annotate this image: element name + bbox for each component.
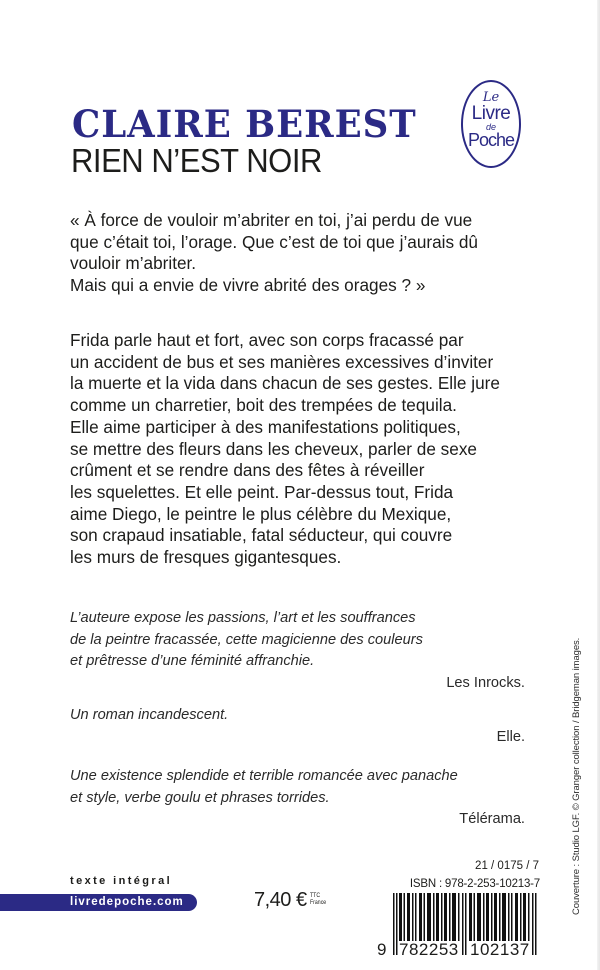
review-quote-line: et style, verbe goulu et phrases torrides. — [70, 789, 330, 806]
barcode-left-digits: 782253 — [399, 940, 459, 959]
logo-de: de — [485, 122, 496, 132]
review-quote-line: L’auteure expose les passions, l’art et les souffrances — [70, 610, 416, 626]
synopsis-line: aime Diego, le peintre le plus célèbre du Mexique, — [70, 503, 452, 524]
barcode-first-digit: 9 — [377, 940, 387, 959]
epigraph-line: que c’était toi, l’orage. Que c’est de toi que j’aurais dû — [70, 231, 478, 252]
review-quote — [70, 608, 525, 673]
barcode-right-digits: 102137 — [470, 940, 530, 959]
synopsis-line: les squelettes. Et elle peint. Par-dessus tout, Frida — [70, 481, 454, 502]
review-source: Elle. — [496, 728, 525, 745]
logo-livre: Livre — [471, 103, 511, 124]
book-title: RIEN N’EST NOIR — [71, 142, 322, 179]
epigraph-quote — [70, 210, 570, 297]
review-elle — [70, 705, 525, 748]
logo-poche: Poche — [467, 130, 515, 150]
epigraph-line: « À force de vouloir m’abriter en toi, j’ai perdu de vue — [70, 210, 473, 230]
synopsis-line: se mettre des fleurs dans les cheveux, parler de sexe — [70, 438, 477, 459]
price-tax-note — [310, 892, 326, 906]
cover-credit: Couverture : Studio LGF. © Granger collection / Bridgeman images. — [571, 637, 582, 915]
epigraph-line: Mais qui a envie de vivre abrité des orages ? » — [70, 275, 426, 296]
review-quote — [70, 705, 525, 727]
author-name: CLAIRE BEREST — [72, 102, 417, 146]
price-amount: 7,40 € — [254, 889, 307, 911]
review-quote — [70, 766, 525, 809]
synopsis-line: crûment et se rendre dans des fêtes à réveiller — [70, 460, 425, 481]
synopsis-line: les murs de fresques gigantesques. — [70, 547, 342, 568]
review-quote-line: Une existence splendide et terrible romancée avec panache — [70, 768, 458, 784]
synopsis-line: Frida parle haut et fort, avec son corps fracassé par — [70, 330, 464, 350]
review-quote-line: et prêtresse d’une féminité affranchie. — [70, 653, 315, 669]
review-source: Télérama. — [459, 811, 525, 827]
synopsis-line: comme un charretier, boit des trempées de tequila. — [70, 395, 457, 416]
price-tax-country: France — [309, 899, 326, 906]
review-telerama — [70, 766, 525, 831]
synopsis-line: son crapaud insatiable, fatal séducteur, qui couvre — [70, 525, 453, 546]
review-les-inrocks — [70, 608, 525, 694]
website-badge — [0, 894, 197, 911]
price-tax-ttc: TTC — [309, 892, 320, 899]
website-link[interactable]: livredepoche.com — [70, 896, 184, 908]
isbn: ISBN : 978-2-253-10213-7 — [409, 878, 540, 890]
review-quote-line: de la peintre fracassée, cette magicienne des couleurs — [70, 631, 423, 648]
logo-le: Le — [482, 90, 500, 105]
le-livre-de-poche-logo — [461, 80, 521, 168]
synopsis-line: la muerte et la vida dans chacun de ses gestes. Elle jure — [70, 373, 500, 394]
synopsis — [70, 330, 570, 569]
price — [254, 890, 330, 910]
synopsis-line: Elle aime participer à des manifestations politiques, — [70, 416, 461, 437]
synopsis-line: un accident de bus et ses manières excessives d’inviter — [70, 351, 494, 372]
epigraph-line: vouloir m’abriter. — [70, 253, 197, 274]
reference-code: 21 / 0175 / 7 — [475, 860, 539, 872]
review-quote-line: Un roman incandescent. — [70, 707, 229, 723]
edition-note: texte intégral — [70, 875, 173, 887]
review-source: Les Inrocks. — [446, 674, 525, 691]
